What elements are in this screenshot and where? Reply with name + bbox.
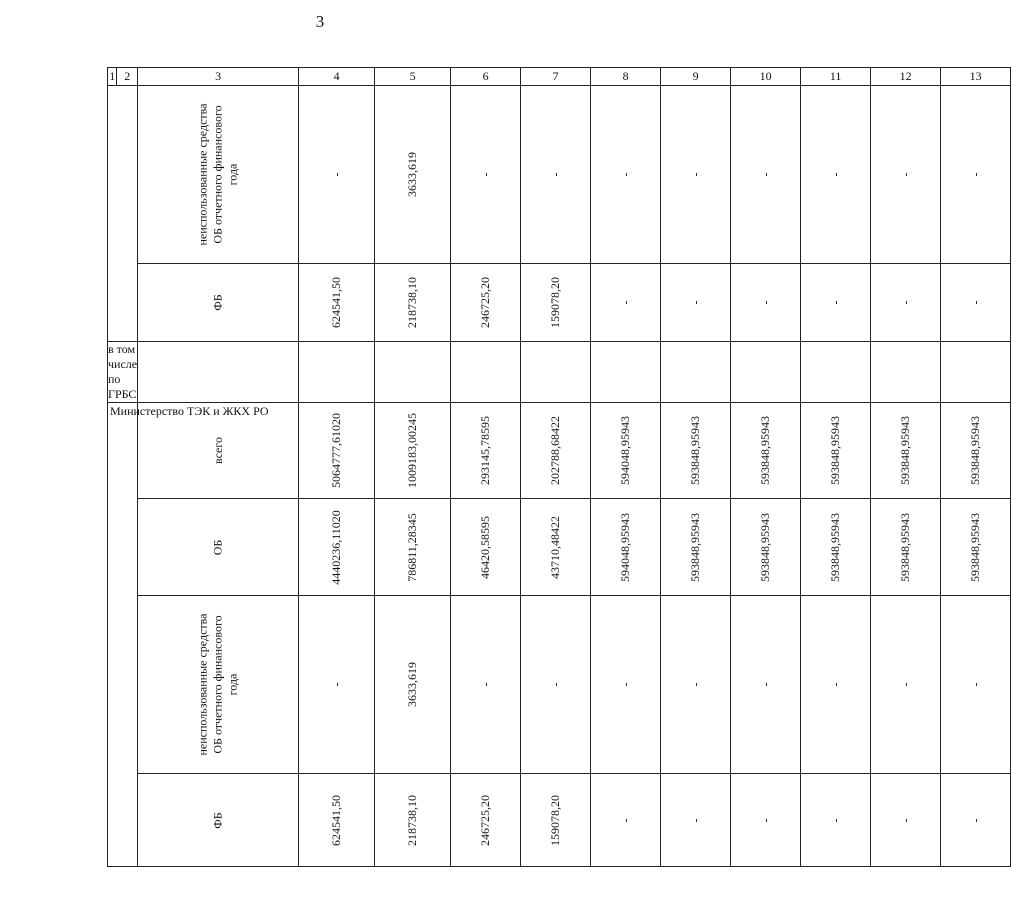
table-cell: - xyxy=(828,172,843,177)
table-cell: - xyxy=(478,172,493,177)
table-row xyxy=(108,403,1011,499)
table-cell: - xyxy=(548,682,563,687)
table-cell: 159078,20 xyxy=(548,794,563,846)
table-cell: - xyxy=(688,300,703,305)
table-cell: - xyxy=(828,818,843,822)
table-cell: - xyxy=(968,172,983,177)
table-cell: - xyxy=(688,818,703,822)
table-cell: - xyxy=(688,682,703,687)
table-cell: 246725,20 xyxy=(478,794,493,846)
table-cell: - xyxy=(968,300,983,305)
ministry-name: Министерство ТЭК и ЖКХ РО xyxy=(110,404,269,418)
table-cell: - xyxy=(618,818,633,822)
table-cell: 593848,95943 xyxy=(688,512,703,582)
table-row xyxy=(108,342,1011,403)
empty-cell xyxy=(108,86,138,342)
table-cell: 593848,95943 xyxy=(758,512,773,582)
table-cell: - xyxy=(968,818,983,822)
table-cell: - xyxy=(898,172,913,177)
table-cell: - xyxy=(329,682,344,687)
table-cell: 593848,95943 xyxy=(898,512,913,582)
column-number: 3 xyxy=(138,68,299,86)
table-cell: - xyxy=(758,300,773,305)
table-cell: - xyxy=(548,172,563,177)
table-cell: 594048,95943 xyxy=(618,416,633,485)
table-cell: - xyxy=(758,818,773,822)
table-cell: - xyxy=(688,172,703,177)
table-cell: 594048,95943 xyxy=(618,512,633,582)
table-cell: 593848,95943 xyxy=(898,416,913,485)
table-row xyxy=(108,774,1011,867)
table-cell: 46420,58595 xyxy=(478,515,493,579)
table-row xyxy=(108,596,1011,774)
table-cell: 43710,48422 xyxy=(548,515,563,579)
column-number: 6 xyxy=(451,68,521,86)
row-label: неиспользованные средства ОБ отчетного финансового года xyxy=(195,613,240,756)
column-number: 12 xyxy=(871,68,941,86)
row-label: ФБ xyxy=(210,811,225,829)
column-number: 2 xyxy=(117,68,138,86)
row-label: неиспользованные средства ОБ отчетного финансового года xyxy=(195,103,240,246)
column-number: 8 xyxy=(591,68,661,86)
table-cell: 5064777,61020 xyxy=(329,413,344,488)
table-cell: 593848,95943 xyxy=(828,512,843,582)
table-cell: - xyxy=(828,300,843,305)
table-cell: - xyxy=(758,682,773,687)
table-cell: 593848,95943 xyxy=(968,512,983,582)
table-cell: 593848,95943 xyxy=(688,416,703,485)
table-cell: 3633,619 xyxy=(405,662,420,707)
table-cell: - xyxy=(618,682,633,687)
table-cell: - xyxy=(828,682,843,687)
column-number: 13 xyxy=(941,68,1011,86)
table-cell: 246725,20 xyxy=(478,277,493,328)
table-cell: - xyxy=(478,682,493,687)
row-label: ОБ xyxy=(210,539,225,555)
table-cell: 218738,10 xyxy=(405,794,420,846)
table-row xyxy=(108,264,1011,342)
table-cell: 786811,28345 xyxy=(405,512,420,582)
table-cell: - xyxy=(968,682,983,687)
column-header-row xyxy=(108,68,1011,86)
table-row xyxy=(108,86,1011,264)
table-cell: - xyxy=(898,818,913,822)
table-cell: - xyxy=(898,300,913,305)
table-cell: - xyxy=(618,172,633,177)
table-cell: 218738,10 xyxy=(405,277,420,328)
column-number: 7 xyxy=(521,68,591,86)
table-cell: 624541,50 xyxy=(329,277,344,328)
table-cell: 3633,619 xyxy=(405,152,420,197)
table-cell: - xyxy=(898,682,913,687)
table-cell: 593848,95943 xyxy=(828,416,843,485)
grbs-label: в том числе по ГРБС xyxy=(108,342,138,401)
table-cell: 202788,68422 xyxy=(548,416,563,485)
row-label: ФБ xyxy=(210,294,225,311)
column-number: 9 xyxy=(661,68,731,86)
table-cell: 159078,20 xyxy=(548,277,563,328)
column-number: 4 xyxy=(299,68,375,86)
table-cell: 624541,50 xyxy=(329,794,344,846)
table-cell: - xyxy=(758,172,773,177)
table-row xyxy=(108,499,1011,596)
table-cell: - xyxy=(329,172,344,177)
table-cell: - xyxy=(618,300,633,305)
table-cell: 593848,95943 xyxy=(968,416,983,485)
table-cell: 593848,95943 xyxy=(758,416,773,485)
column-number: 1 xyxy=(108,68,117,86)
page-number: 3 xyxy=(315,12,325,31)
column-number: 10 xyxy=(731,68,801,86)
table-cell: 4440236,11020 xyxy=(329,509,344,585)
row-label: всего xyxy=(210,436,225,465)
budget-table xyxy=(107,67,1011,867)
table-cell: 1009183,00245 xyxy=(405,413,420,488)
column-number: 11 xyxy=(801,68,871,86)
column-number: 5 xyxy=(375,68,451,86)
table-cell: 293145,78595 xyxy=(478,416,493,485)
